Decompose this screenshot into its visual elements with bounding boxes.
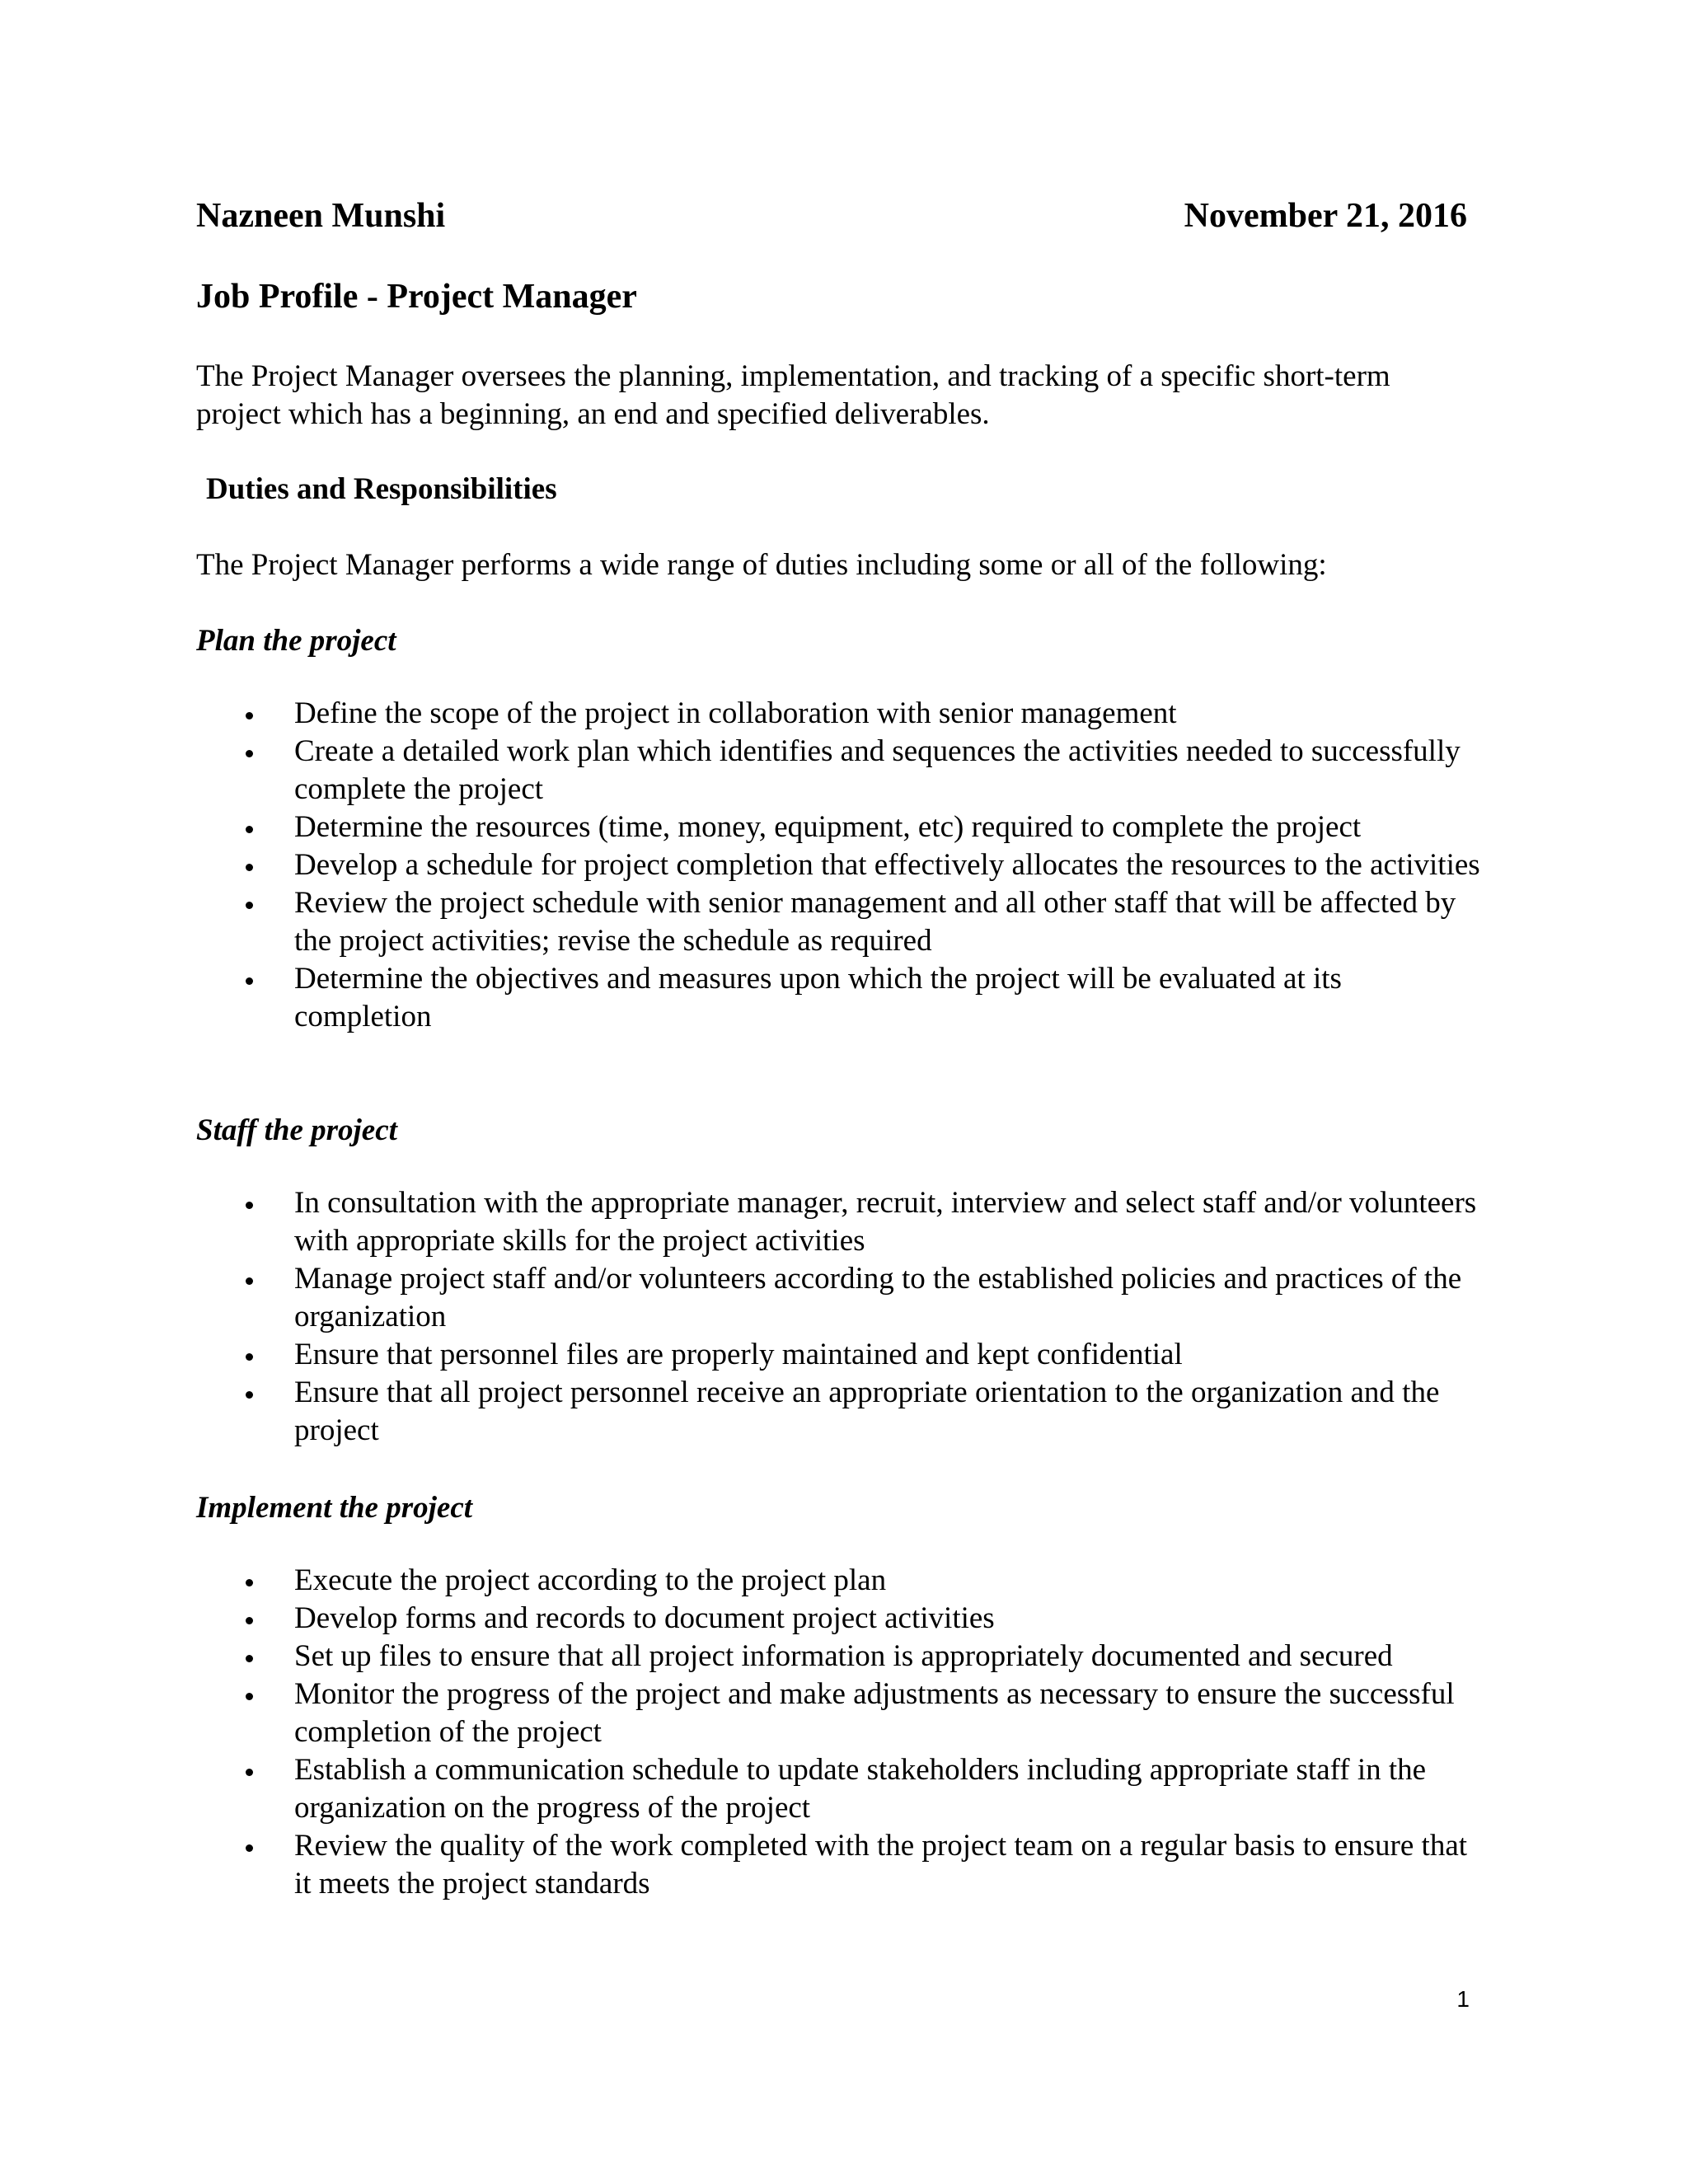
bullet-icon	[246, 1277, 253, 1285]
list-item-text: Define the scope of the project in collaboration with senior management	[294, 696, 1177, 730]
list-item-text: Develop a schedule for project completion that effectively allocates the resources to the activities	[294, 848, 1480, 882]
list-item-text: In consultation with the appropriate manager, recruit, interview and select staff and/or volunteers with appropriate skills for the project activities	[294, 1186, 1477, 1258]
page-number: 1	[1456, 1986, 1470, 2012]
list-item	[196, 1374, 1482, 1450]
implement-bullet-list	[196, 1562, 1482, 1903]
list-item-text: Ensure that personnel files are properly maintained and kept confidential	[294, 1338, 1183, 1371]
list-item	[196, 884, 1482, 960]
duties-heading: Duties and Responsibilities	[206, 472, 557, 506]
section-title-staff: Staff the project	[196, 1113, 397, 1147]
list-item-text: Execute the project according to the project plan	[294, 1563, 887, 1597]
list-item	[196, 960, 1482, 1036]
bullet-icon	[246, 1769, 253, 1776]
list-item	[196, 1184, 1482, 1260]
list-item	[196, 1827, 1482, 1903]
list-item	[196, 1675, 1482, 1751]
bullet-icon	[246, 902, 253, 909]
list-item-text: Review the quality of the work completed with the project team on a regular basis to ensure that it meets the project standards	[294, 1829, 1468, 1900]
list-item-text: Develop forms and records to document project activities	[294, 1601, 995, 1635]
list-item	[196, 1638, 1482, 1675]
bullet-icon	[246, 977, 253, 985]
document-date: November 21, 2016	[1184, 197, 1467, 235]
bullet-icon	[246, 750, 253, 757]
lead-sentence: The Project Manager performs a wide range of duties including some or all of the following:	[196, 548, 1327, 582]
list-item	[196, 1260, 1482, 1336]
list-item-text: Determine the objectives and measures upon which the project will be evaluated at its completion	[294, 962, 1342, 1033]
bullet-icon	[246, 826, 253, 833]
bullet-icon	[246, 712, 253, 719]
list-item	[196, 695, 1482, 733]
bullet-icon	[246, 1579, 253, 1586]
plan-bullet-list	[196, 695, 1482, 1036]
list-item-text: Manage project staff and/or volunteers according to the established policies and practices of the organization	[294, 1262, 1462, 1333]
list-item	[196, 808, 1482, 846]
bullet-icon	[246, 864, 253, 871]
intro-paragraph: The Project Manager oversees the planning, implementation, and tracking of a specific short-term project which has a beginning, an end and specified deliverables.	[196, 359, 1390, 431]
list-item	[196, 1562, 1482, 1600]
section-title-plan: Plan the project	[196, 624, 396, 658]
bullet-icon	[246, 1391, 253, 1399]
bullet-icon	[246, 1617, 253, 1624]
list-item-text: Monitor the progress of the project and make adjustments as necessary to ensure the successful completion of the project	[294, 1677, 1455, 1749]
list-item	[196, 1751, 1482, 1827]
list-item-text: Ensure that all project personnel receive an appropriate orientation to the organization and the project	[294, 1376, 1440, 1447]
list-item-text: Establish a communication schedule to update stakeholders including appropriate staff in the organization on the progress of the project	[294, 1753, 1427, 1825]
bullet-icon	[246, 1693, 253, 1700]
list-item	[196, 733, 1482, 808]
list-item-text: Set up files to ensure that all project information is appropriately documented and secured	[294, 1639, 1393, 1673]
list-item-text: Create a detailed work plan which identifies and sequences the activities needed to successfully complete the project	[294, 734, 1461, 806]
bullet-icon	[246, 1353, 253, 1361]
list-item-text: Determine the resources (time, money, equipment, etc) required to complete the project	[294, 810, 1362, 844]
list-item	[196, 1336, 1482, 1374]
list-item-text: Review the project schedule with senior management and all other staff that will be affected by the project activities; revise the schedule as required	[294, 886, 1456, 958]
bullet-icon	[246, 1655, 253, 1662]
bullet-icon	[246, 1202, 253, 1209]
section-title-implement: Implement the project	[196, 1491, 473, 1525]
staff-bullet-list	[196, 1184, 1482, 1450]
list-item	[196, 1600, 1482, 1638]
bullet-icon	[246, 1844, 253, 1852]
author-name: Nazneen Munshi	[196, 197, 446, 235]
job-title: Job Profile - Project Manager	[196, 278, 637, 316]
list-item	[196, 846, 1482, 884]
